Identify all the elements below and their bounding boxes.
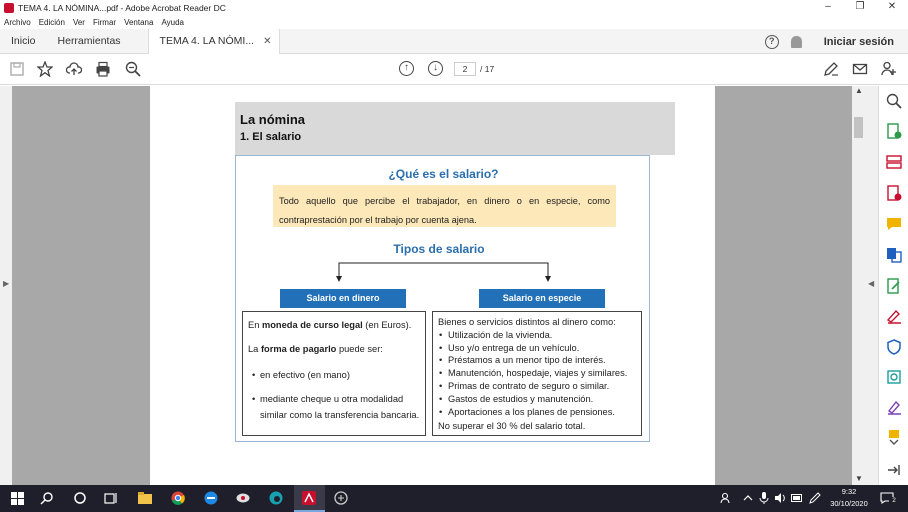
chrome-icon[interactable] bbox=[171, 491, 185, 505]
export-pdf-icon[interactable] bbox=[886, 185, 902, 201]
zoom-tool-icon[interactable] bbox=[886, 93, 902, 109]
list-item: • en efectivo (en mano) bbox=[248, 367, 420, 383]
tab-tools[interactable]: Herramientas bbox=[57, 34, 121, 47]
enhance-scan-icon[interactable] bbox=[886, 369, 902, 385]
microphone-icon[interactable] bbox=[759, 492, 769, 504]
help-icon[interactable]: ? bbox=[765, 35, 779, 49]
kind-list bbox=[438, 329, 637, 419]
page-title: La nómina bbox=[240, 112, 306, 127]
menu-edicion[interactable]: Edición bbox=[38, 17, 65, 27]
volume-icon[interactable] bbox=[774, 492, 786, 504]
salary-content-box bbox=[235, 155, 650, 442]
previous-page-icon[interactable]: ↑ bbox=[399, 61, 414, 76]
menu-firmar[interactable]: Firmar bbox=[92, 17, 117, 27]
question-heading: ¿Qué es el salario? bbox=[388, 167, 499, 181]
app-circle-icon[interactable] bbox=[334, 491, 348, 505]
tab-home[interactable]: Inicio bbox=[11, 34, 36, 47]
create-pdf-icon[interactable] bbox=[886, 123, 902, 139]
menu-bar bbox=[0, 15, 908, 29]
page-number-input[interactable]: 2 bbox=[454, 62, 476, 76]
scroll-up-icon[interactable]: ▲ bbox=[855, 86, 863, 95]
signin-button[interactable]: Iniciar sesión bbox=[823, 35, 894, 48]
print-icon[interactable] bbox=[95, 61, 111, 77]
bookmark-star-icon[interactable] bbox=[37, 61, 53, 77]
tab-bar bbox=[0, 29, 908, 54]
windows-start-icon[interactable] bbox=[11, 492, 25, 506]
comment-icon[interactable] bbox=[886, 216, 902, 232]
pen-tray-icon[interactable] bbox=[809, 492, 821, 504]
list-item: • Gastos de estudios y manutención. bbox=[438, 393, 637, 406]
cortana-icon[interactable] bbox=[73, 491, 87, 505]
menu-ayuda[interactable]: Ayuda bbox=[161, 17, 184, 27]
kind-note: No superar el 30 % del salario total. bbox=[438, 421, 586, 432]
save-icon[interactable] bbox=[9, 61, 25, 77]
edge-icon[interactable] bbox=[269, 491, 283, 505]
kind-salary-label: Salario en especie bbox=[479, 289, 605, 308]
acrobat-taskbar-icon[interactable] bbox=[302, 491, 316, 505]
list-item: • mediante cheque u otra modalidad similar como la transferencia bancaria. bbox=[248, 391, 420, 423]
share-user-icon[interactable] bbox=[881, 61, 897, 77]
window-title: TEMA 4. LA NÓMINA...pdf - Adobe Acrobat Reader DC bbox=[18, 2, 226, 13]
menu-archivo[interactable]: Archivo bbox=[4, 17, 31, 27]
tab-close-icon[interactable]: ✕ bbox=[263, 35, 272, 47]
vertical-scrollbar[interactable] bbox=[852, 86, 866, 485]
left-panel-toggle[interactable] bbox=[0, 86, 12, 485]
toolbar bbox=[0, 55, 908, 85]
expand-left-icon[interactable]: ▶ bbox=[3, 279, 10, 288]
title-bar bbox=[0, 0, 908, 15]
kind-intro: Bienes o servicios distintos al dinero como: bbox=[438, 317, 616, 327]
kind-salary-box bbox=[432, 311, 642, 436]
money-salary-label: Salario en dinero bbox=[280, 289, 406, 308]
page-header bbox=[235, 102, 675, 155]
more-tools-icon[interactable] bbox=[886, 429, 902, 445]
collapse-panel-icon[interactable] bbox=[886, 462, 902, 478]
people-icon[interactable] bbox=[720, 492, 732, 504]
clock-time[interactable]: 9:32 bbox=[841, 487, 857, 496]
fill-sign-icon[interactable] bbox=[886, 308, 902, 324]
list-item: • Uso y/o entrega de un vehículo. bbox=[438, 342, 637, 355]
protect-shield-icon[interactable] bbox=[886, 339, 902, 355]
search-icon[interactable] bbox=[40, 491, 54, 505]
app-icon[interactable] bbox=[236, 491, 250, 505]
minimize-button[interactable]: – bbox=[825, 1, 831, 12]
file-explorer-icon[interactable] bbox=[138, 491, 152, 505]
window-controls bbox=[812, 0, 908, 15]
money-salary-box bbox=[242, 311, 426, 436]
bell-icon[interactable] bbox=[791, 36, 802, 48]
zoom-icon[interactable] bbox=[125, 61, 141, 77]
list-item: • Primas de contrato de seguro o similar. bbox=[438, 380, 637, 393]
scroll-thumb[interactable] bbox=[854, 117, 863, 138]
scroll-down-icon[interactable]: ▼ bbox=[855, 474, 863, 483]
combine-files-icon[interactable] bbox=[886, 247, 902, 263]
restore-button[interactable]: ❐ bbox=[855, 1, 865, 12]
upload-cloud-icon[interactable] bbox=[66, 61, 82, 77]
list-item: • Aportaciones a los planes de pensiones. bbox=[438, 406, 637, 419]
page-subtitle: 1. El salario bbox=[240, 131, 302, 143]
notification-count: 2 bbox=[889, 497, 899, 504]
taskbar bbox=[0, 485, 908, 512]
tab-document-label: TEMA 4. LA NÓMI... bbox=[159, 34, 255, 47]
battery-icon[interactable] bbox=[791, 493, 803, 503]
right-panel-toggle[interactable] bbox=[866, 86, 878, 485]
tray-chevron-up-icon[interactable] bbox=[743, 493, 753, 503]
sign-pen-icon[interactable] bbox=[823, 61, 839, 77]
pdf-page bbox=[150, 86, 715, 485]
acrobat-icon bbox=[4, 3, 14, 13]
menu-ventana[interactable]: Ventana bbox=[124, 17, 154, 27]
page-total: / 17 bbox=[480, 64, 495, 74]
next-page-icon[interactable]: ↓ bbox=[428, 61, 443, 76]
organize-pages-icon[interactable] bbox=[886, 154, 902, 170]
money-intro: En moneda de curso legal (en Euros). bbox=[248, 320, 412, 330]
list-item: • Manutención, hospedaje, viajes y similares. bbox=[438, 367, 637, 380]
definition-box: Todo aquello que percibe el trabajador, en dinero o en especie, como contraprestación por el trabajo por cuenta ajena. bbox=[273, 185, 616, 227]
close-button[interactable]: ✕ bbox=[887, 1, 897, 12]
mail-icon[interactable] bbox=[852, 61, 868, 77]
edge-legacy-icon[interactable] bbox=[204, 491, 218, 505]
list-item: • Préstamos a un menor tipo de interés. bbox=[438, 354, 637, 367]
edit-pdf-icon[interactable] bbox=[886, 278, 902, 294]
signature-icon[interactable] bbox=[886, 399, 902, 415]
tools-panel bbox=[878, 86, 908, 485]
tab-document[interactable] bbox=[148, 29, 281, 54]
collapse-right-icon[interactable]: ◀ bbox=[868, 279, 875, 288]
money-form: La forma de pagarlo puede ser: bbox=[248, 344, 383, 354]
types-heading: Tipos de salario bbox=[393, 242, 485, 256]
header-actions bbox=[765, 29, 894, 54]
clock-date[interactable]: 30/10/2020 bbox=[830, 499, 868, 508]
menu-ver[interactable]: Ver bbox=[72, 17, 85, 27]
list-item: • Utilización de la vivienda. bbox=[438, 329, 637, 342]
task-view-icon[interactable] bbox=[104, 491, 118, 505]
money-list bbox=[248, 367, 420, 423]
